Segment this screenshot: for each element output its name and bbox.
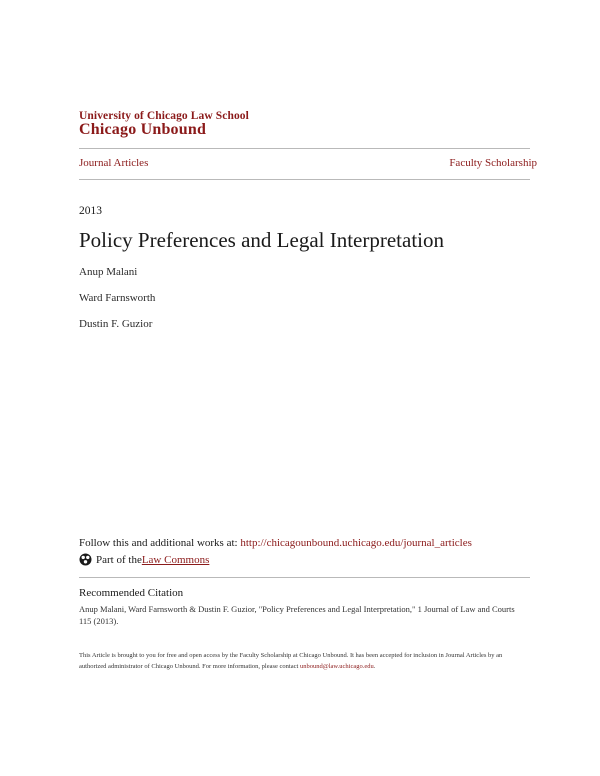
law-commons-link[interactable]: Law Commons xyxy=(141,553,210,566)
journal-articles-link[interactable]: Journal Articles xyxy=(79,157,149,169)
access-notice xyxy=(79,650,529,672)
header-divider-bottom xyxy=(79,179,530,180)
header-divider-top xyxy=(79,148,530,149)
commons-network-icon xyxy=(79,553,92,566)
access-notice-text: This Article is brought to you for free and open access by the Faculty Scholarship at Chicago Unbound. It has been accepted for inclusion in Journal Articles by an authorized administrator of Chicago Unbound. For more information, please contact xyxy=(79,652,503,670)
recommended-citation-heading: Recommended Citation xyxy=(79,587,184,599)
access-notice-suffix: . xyxy=(373,663,376,670)
recommended-citation-text: Anup Malani, Ward Farnsworth & Dustin F. Guzior, "Policy Preferences and Legal Interpretation," 1 Journal of Law and Courts 115 (2013). xyxy=(79,604,515,626)
institution-name: University of Chicago Law School xyxy=(79,110,249,122)
follow-prefix: Follow this and additional works at: xyxy=(79,537,241,549)
author-name: Ward Farnsworth xyxy=(79,292,156,304)
article-title: Policy Preferences and Legal Interpretation xyxy=(79,228,445,252)
author-name: Dustin F. Guzior xyxy=(79,318,153,330)
citation-divider xyxy=(79,577,530,578)
faculty-scholarship-link[interactable]: Faculty Scholarship xyxy=(449,157,537,169)
follow-line xyxy=(79,537,472,549)
part-of-prefix: Part of the xyxy=(96,553,142,566)
author-name: Anup Malani xyxy=(79,266,138,278)
repository-name[interactable]: Chicago Unbound xyxy=(79,121,207,138)
part-of-line xyxy=(79,553,209,566)
publication-year: 2013 xyxy=(79,205,102,217)
journal-articles-url-link[interactable]: http://chicagounbound.uchicago.edu/journal_articles xyxy=(240,537,472,549)
contact-email-link[interactable]: unbound@law.uchicago.edu xyxy=(299,663,374,670)
